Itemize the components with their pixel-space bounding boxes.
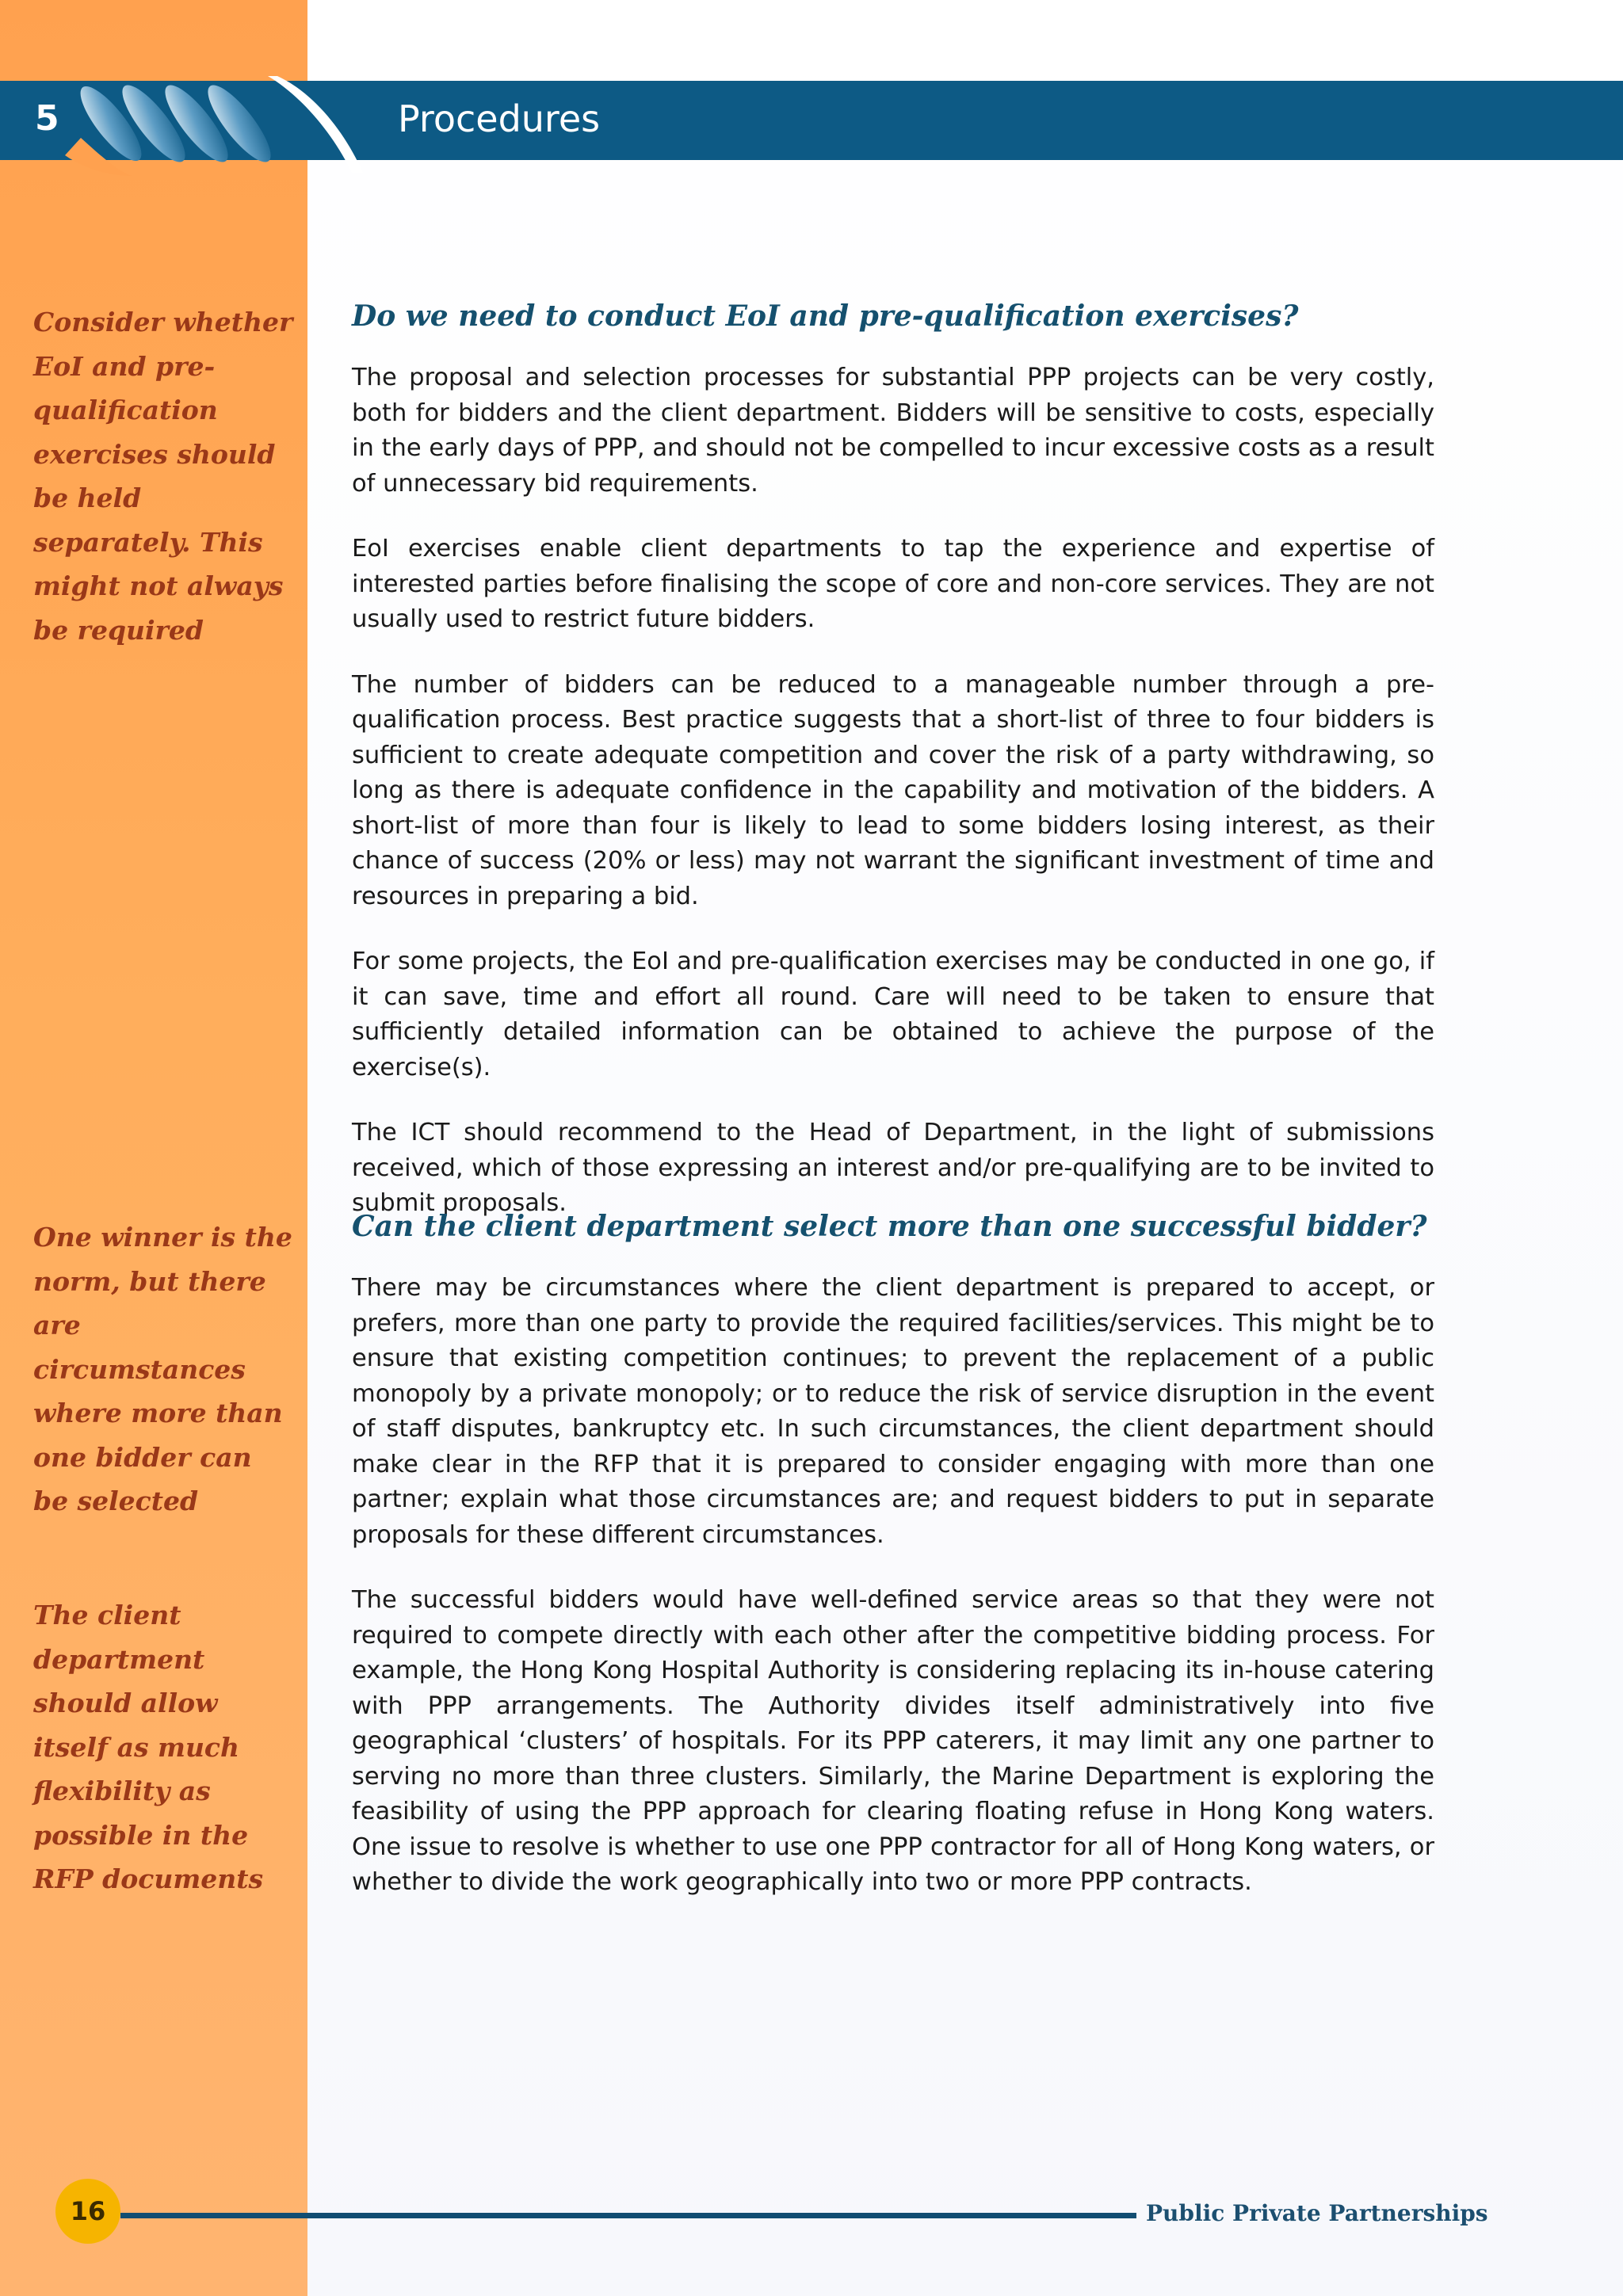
paragraph: EoI exercises enable client departments to tap the experience and expertise of interested parties before finalising the scope of core and non-core services. They are not usually used to restrict future bidders. (352, 535, 1434, 633)
section-eoi (352, 299, 1434, 1252)
chapter-title: Procedures (398, 97, 601, 140)
header-swoosh-graphic (65, 73, 366, 176)
section-heading: Do we need to conduct EoI and pre-qualification exercises? (352, 299, 1299, 333)
chapter-number: 5 (35, 98, 59, 139)
footer-publication-title: Public Private Partnerships (1146, 2200, 1488, 2226)
page-number-badge: 16 (55, 2179, 120, 2244)
sidebar-note: One winner is the norm, but there are circumstances where more than one bidder can be selected (33, 1222, 292, 1516)
paragraph: The proposal and selection processes for substantial PPP projects can be very costly, both for bidders and the client department. Bidders will be sensitive to costs, especially in the early days of PPP, and should not be compelled to incur excessive costs as a result of unnecessary bid requirements. (352, 364, 1434, 498)
paragraph: The successful bidders would have well-defined service areas so that they were not required to compete directly with each other after the competitive bidding process. For example, the Hong Kong Hospital Authority is considering replacing its in-house catering with PPP arrangements. The Authority divides itself administratively into five geographical ‘clusters’ of hospitals. For its PPP caterers, it may limit any one partner to serving no more than three clusters. Similarly, the Marine Department is exploring the feasibility of using the PPP approach for clearing floating refuse in Hong Kong waters. One issue to resolve is whether to use one PPP contractor for all of Hong Kong waters, or whether to divide the work geographically into two or more PPP contracts. (352, 1586, 1434, 1896)
sidebar-note: Consider whether EoI and pre-qualification exercises should be held separately. This might not always be required (33, 307, 293, 646)
section-heading: Can the client department select more than one successful bidder? (352, 1210, 1427, 1243)
sidebar-note: The client department should allow itself as much flexibility as possible in the RFP documents (33, 1600, 264, 1894)
section-multiple-bidders (352, 1210, 1434, 1931)
paragraph: For some projects, the EoI and pre-qualification exercises may be conducted in one go, if it can save, time and effort all round. Care will need to be taken to ensure that sufficiently detailed information can be obtained to achieve the purpose of the exercise(s). (352, 948, 1434, 1081)
paragraph: There may be circumstances where the client department is prepared to accept, or prefers, more than one party to provide the required facilities/services. This might be to ensure that existing competition continues; to prevent the replacement of a public monopoly by a private monopoly; or to reduce the risk of service disruption in the event of staff disputes, bankruptcy etc. In such circumstances, the client department should make clear in the RFP that it is prepared to consider engaging with more than one partner; explain what those circumstances are; and request bidders to put in separate proposals for these different circumstances. (352, 1274, 1434, 1549)
footer-rule (120, 2213, 1136, 2218)
paragraph: The ICT should recommend to the Head of Department, in the light of submissions received, which of those expressing an interest and/or pre-qualifying are to be invited to submit proposals. (352, 1119, 1434, 1217)
paragraph: The number of bidders can be reduced to a manageable number through a pre-qualification process. Best practice suggests that a short-list of three to four bidders is sufficient to create adequate competition and cover the risk of a party withdrawing, so long as there is adequate confidence in the capability and motivation of the bidders. A short-list of more than four is likely to lead to some bidders losing interest, as their chance of success (20% or less) may not warrant the significant investment of time and resources in preparing a bid. (352, 670, 1434, 910)
